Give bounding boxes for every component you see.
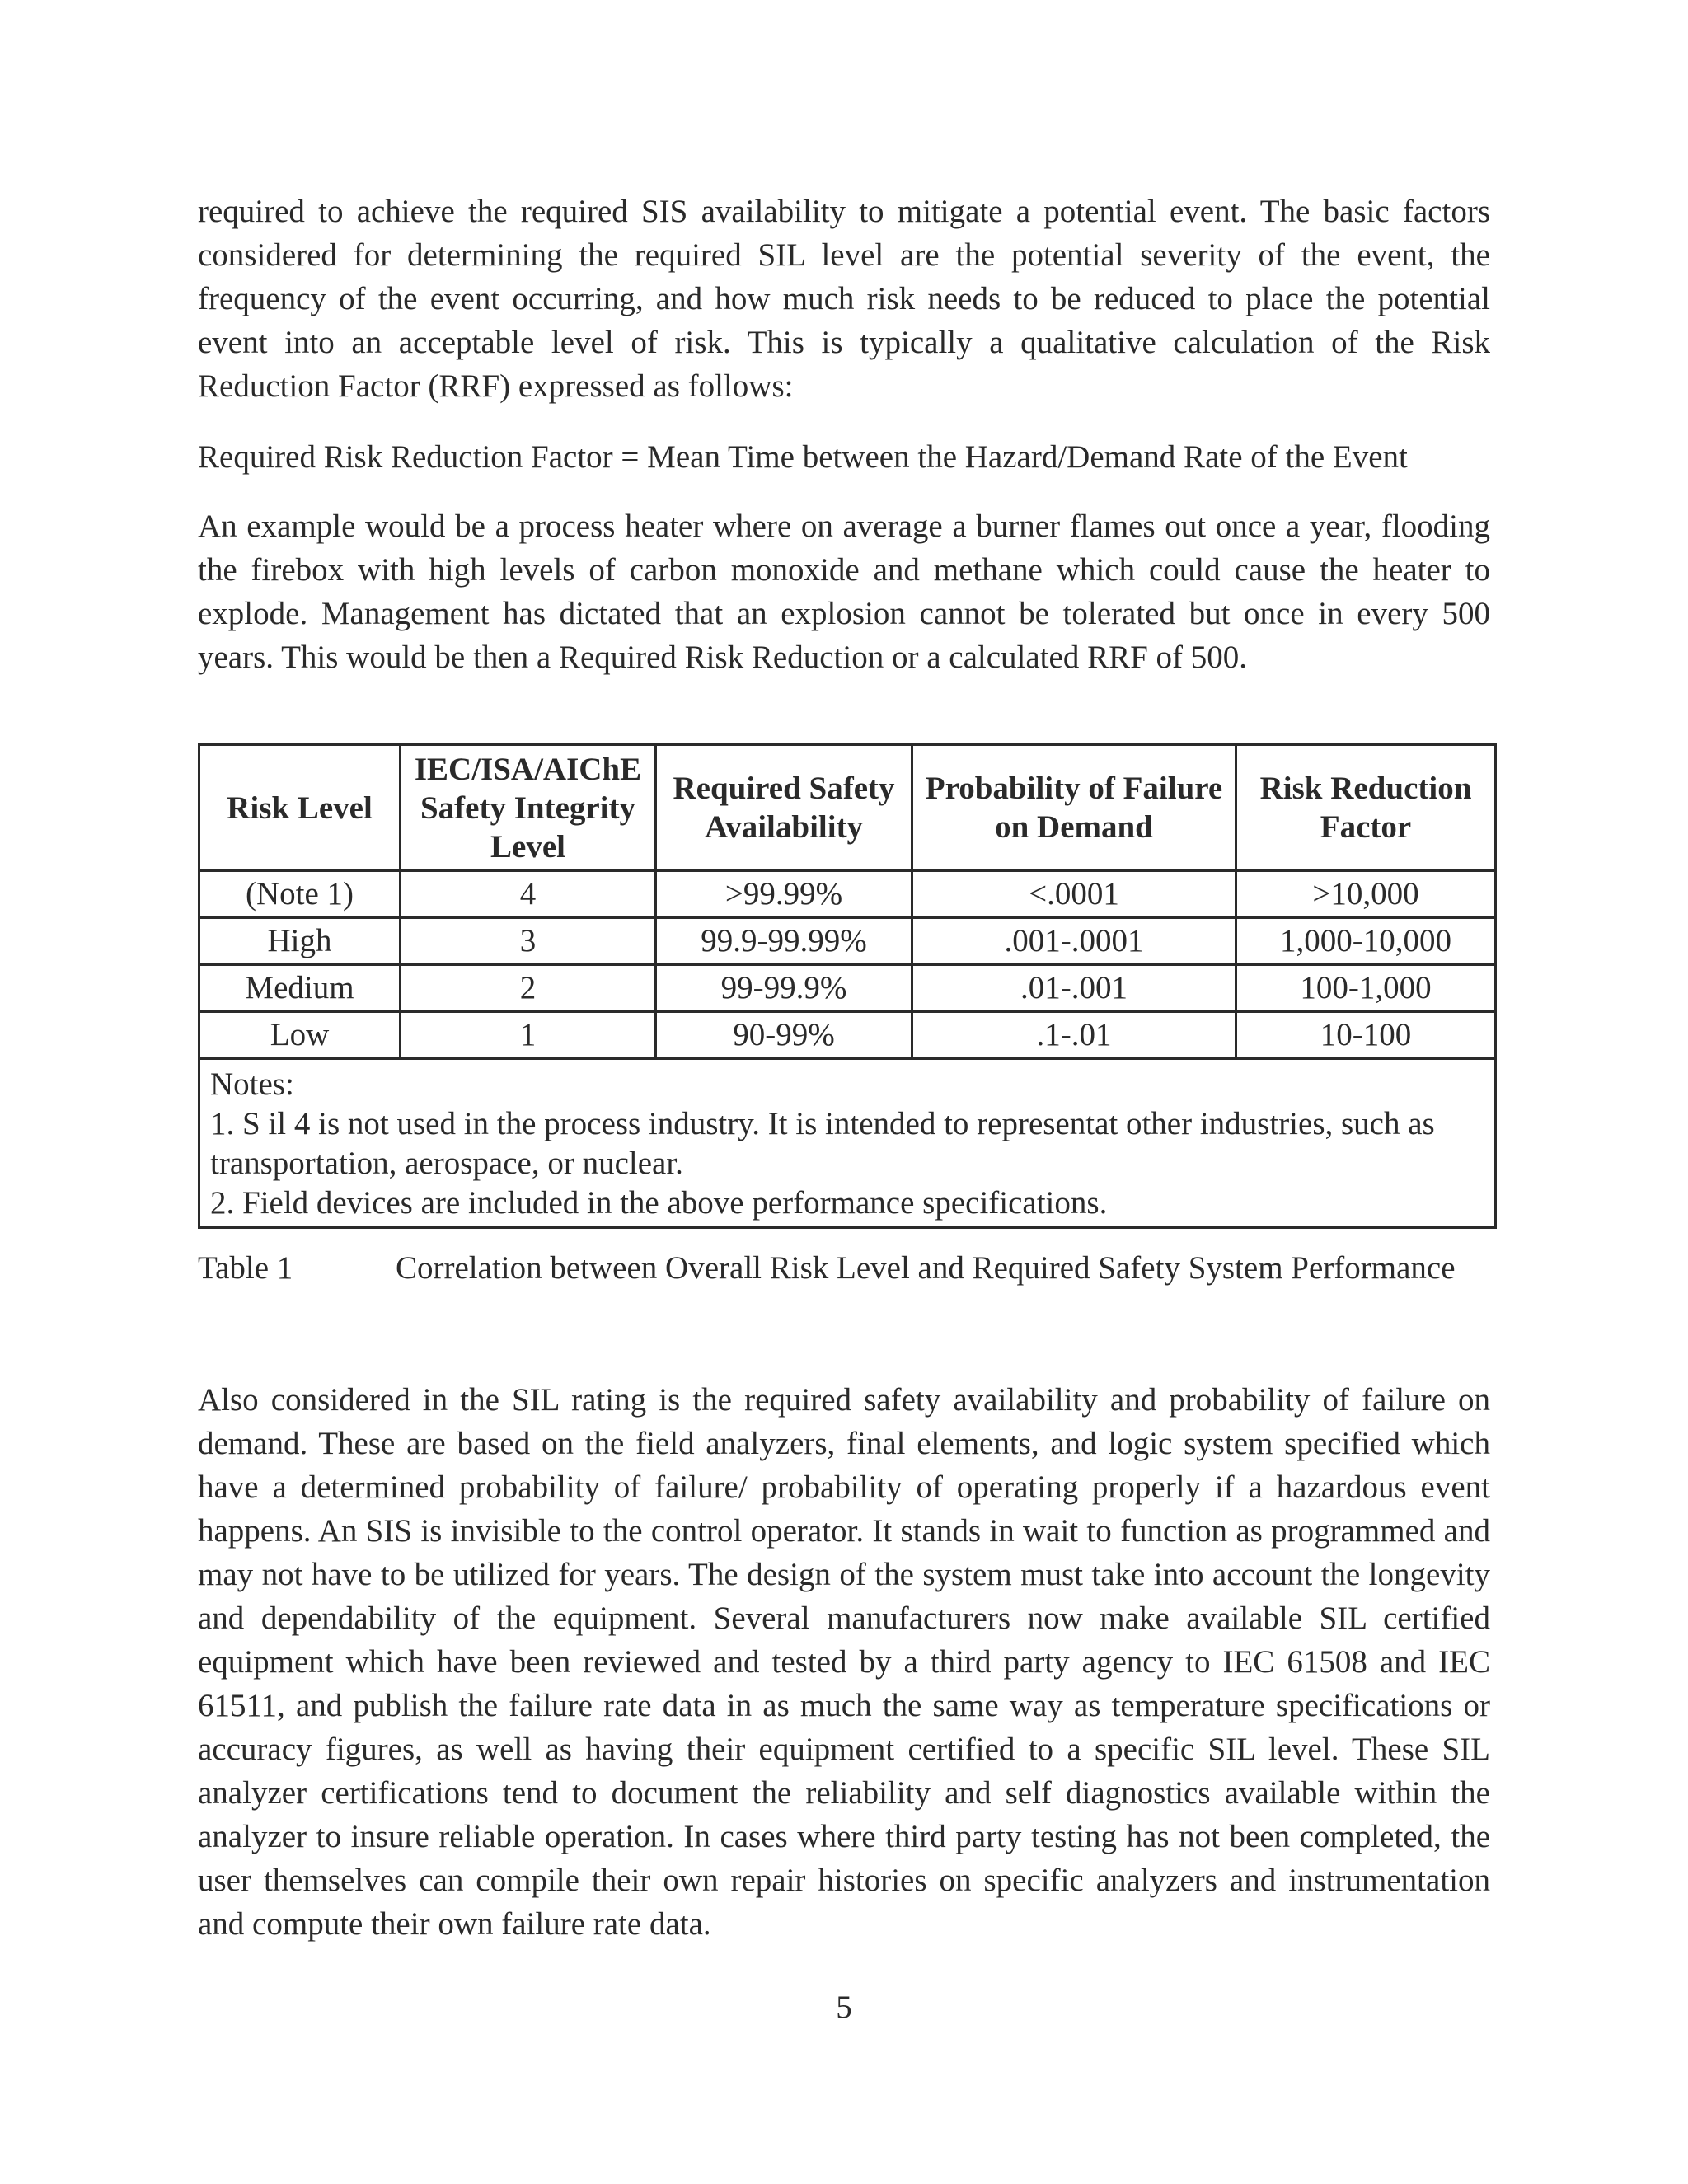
cell-pfd: .1-.01 (912, 1012, 1236, 1059)
cell-sil: 1 (401, 1012, 656, 1059)
cell-risk-level: (Note 1) (199, 871, 401, 918)
caption-text: Correlation between Overall Risk Level and Required Safety System Performance (396, 1250, 1456, 1286)
cell-availability: 99-99.9% (656, 965, 912, 1012)
intro-paragraph: required to achieve the required SIS availability to mitigate a potential event. The basic factors considered for determining the required SIL level are the potential severity of the event, the frequency of the event occurring, and how much risk needs to be reduced to place the potential event into an acceptable level of risk. This is typically a qualitative calculation of the Risk Reduction Factor (RRF) expressed as follows: (198, 194, 1490, 404)
cell-pfd: .01-.001 (912, 965, 1236, 1012)
table-row (199, 918, 1496, 965)
cell-sil: 2 (401, 965, 656, 1012)
cell-risk-level: Low (199, 1012, 401, 1059)
cell-availability: >99.99% (656, 871, 912, 918)
table-row (199, 1012, 1496, 1059)
example-paragraph: An example would be a process heater where on average a burner flames out once a year, flooding the firebox with high levels of carbon monoxide and methane which could cause the heater to explode. Management has dictated that an explosion cannot be tolerated but once in every 500 years. This would be then a Required Risk Reduction or a calculated RRF of 500. (198, 509, 1490, 675)
notes-title: Notes: (210, 1066, 294, 1102)
header-pfd: Probability of Failure on Demand (912, 745, 1236, 871)
rrf-formula: Required Risk Reduction Factor = Mean Time between the Hazard/Demand Rate of the Event (198, 439, 1408, 475)
cell-availability: 99.9-99.99% (656, 918, 912, 965)
note-2: 2. Field devices are included in the above performance specifications. (210, 1185, 1108, 1221)
table-header-row (199, 745, 1496, 871)
cell-rrf: >10,000 (1236, 871, 1496, 918)
header-sil: IEC/ISA/AIChE Safety Integrity Level (401, 745, 656, 871)
header-risk-level: Risk Level (199, 745, 401, 871)
table-row (199, 871, 1496, 918)
cell-availability: 90-99% (656, 1012, 912, 1059)
header-rrf: Risk Reduction Factor (1236, 745, 1496, 871)
table-row (199, 965, 1496, 1012)
cell-risk-level: Medium (199, 965, 401, 1012)
note-1: 1. S il 4 is not used in the process industry. It is intended to representat other industries, such as transportation, aerospace, or nuclear. (210, 1106, 1435, 1181)
table-notes-row (199, 1059, 1496, 1228)
table-notes (199, 1059, 1496, 1228)
cell-sil: 4 (401, 871, 656, 918)
cell-pfd: .001-.0001 (912, 918, 1236, 965)
page-number: 5 (836, 1990, 852, 2025)
cell-pfd: <.0001 (912, 871, 1236, 918)
sil-table (198, 743, 1497, 1229)
cell-rrf: 1,000-10,000 (1236, 918, 1496, 965)
cell-rrf: 100-1,000 (1236, 965, 1496, 1012)
header-required-availability: Required Safety Availability (656, 745, 912, 871)
cell-rrf: 10-100 (1236, 1012, 1496, 1059)
cell-sil: 3 (401, 918, 656, 965)
cell-risk-level: High (199, 918, 401, 965)
availability-paragraph: Also considered in the SIL rating is the required safety availability and probability of failure on demand. These are based on the field analyzers, final elements, and logic system specified which have a determined probability of failure/ probability of operating properly if a hazardous event happens. An SIS is invisible to the control operator. It stands in wait to function as programmed and may not have to be utilized for years. The design of the system must take into account the longevity and dependability of the equipment. Several manufacturers now make available SIL certified equipment which have been reviewed and tested by a third party agency to IEC 61508 and IEC 61511, and publish the failure rate data in as much the same way as temperature specifications or accuracy figures, as well as having their equipment certified to a specific SIL level. These SIL analyzer certifications tend to document the reliability and self diagnostics available within the analyzer to insure reliable operation. In cases where third party testing has not been completed, the user themselves can compile their own repair histories on specific analyzers and instrumentation and compute their own failure rate data. (198, 1382, 1490, 1942)
caption-label: Table 1 (198, 1250, 293, 1286)
